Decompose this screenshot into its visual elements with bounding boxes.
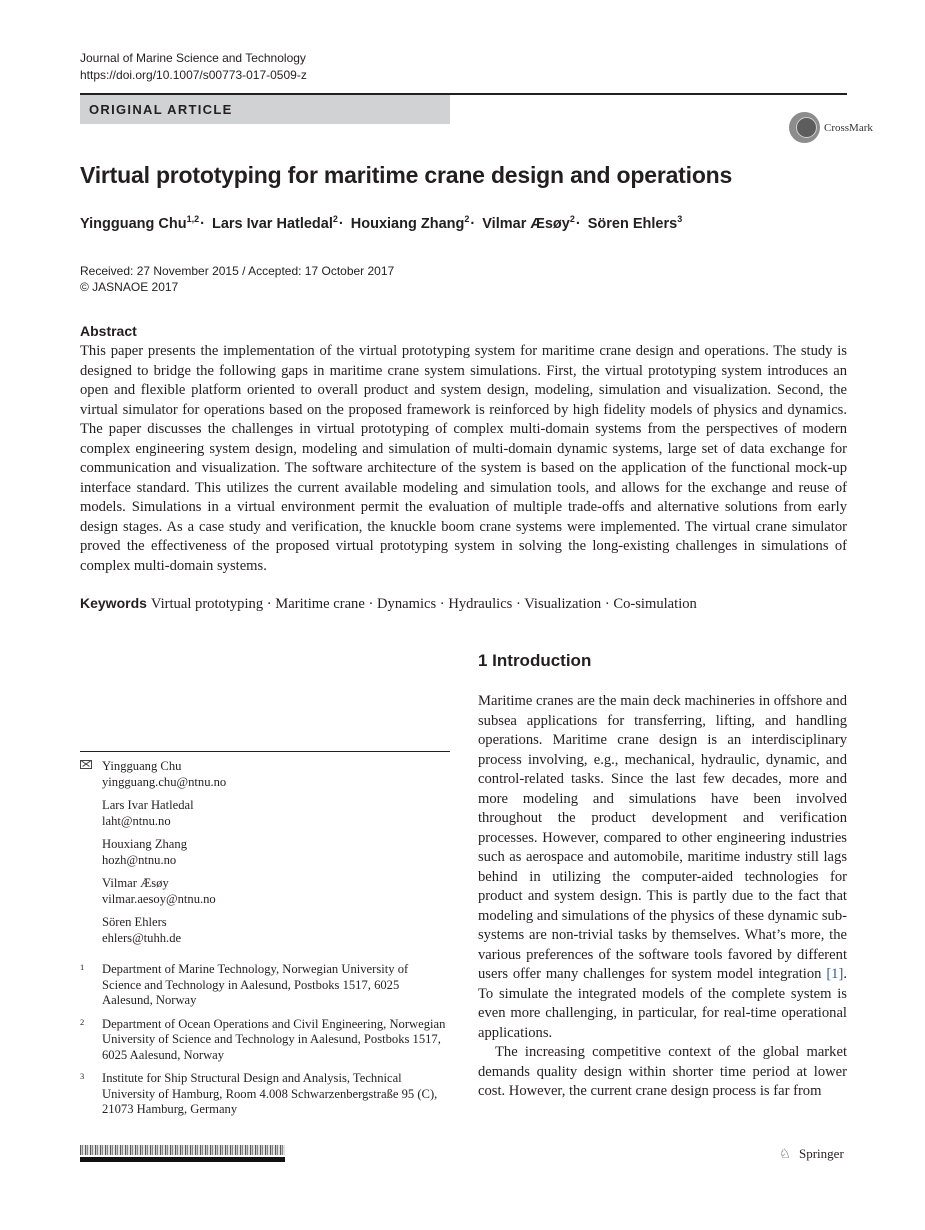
author-affiliation-ref: 2 (464, 214, 470, 224)
contact-item (80, 758, 450, 790)
crossmark-label: CrossMark (824, 122, 873, 134)
contact-item (80, 797, 450, 829)
author-name[interactable]: Yingguang Chu (80, 215, 187, 232)
contact-email[interactable]: ehlers@tuhh.de (102, 931, 182, 945)
author-name[interactable]: Sören Ehlers (587, 215, 678, 232)
journal-name: Journal of Marine Science and Technology (80, 51, 306, 65)
keywords-list: Virtual prototyping · Maritime crane · Dynamics · Hydraulics · Visualization · Co-simulation (150, 596, 697, 612)
author-affiliation-ref: 3 (677, 214, 683, 224)
crossmark-badge[interactable] (787, 112, 873, 148)
author-list: Yingguang Chu$^{1,2}$· Lars Ivar Hatledal$^2$· Houxiang Zhang$^2$· Vilmar Æsøy$^2$· Sören Ehlers$^3$ (80, 214, 683, 232)
affiliation-number: 2 (80, 1016, 85, 1027)
contact-item (80, 836, 450, 868)
contact-email[interactable]: vilmar.aesoy@ntnu.no (102, 892, 216, 906)
affiliation-number: 1 (80, 962, 85, 972)
affiliation-number: 3 (80, 1071, 85, 1081)
contact-name: Vilmar Æsøy (102, 876, 169, 890)
contact-name: Lars Ivar Hatledal (102, 798, 194, 812)
author-name[interactable]: Vilmar Æsøy (482, 215, 570, 232)
author-affiliation-ref: 2 (569, 214, 575, 224)
paragraph-text: . To simulate the integrated models of the complete system is even more challenging, in particular, for real-time operational applications. (478, 966, 847, 1041)
paragraph-text: Maritime cranes are the main deck machineries in offshore and subsea applications for transferring, lifting, and handling operations. Maritime crane design is an interdisciplinary process involving, e.g., mechanical, hydraulic, dynamic, and control-related tasks. Since the last few decades, more and more modeling and simulations have been involved throughout the product development and verification processes. However, compared to other engineering industries such as aerospace and automobile, maritime industry still lags behind in utilizing the computer-aided technologies for product and system design. This is partly due to the fact that modeling and simulations of the physics of these dynamic sub-systems are non-trivial tasks by themselves. What’s more, the various preferences of the software tools favored by different users offer many challenges for system model integration (478, 693, 847, 982)
author-affiliation-ref: 2 (332, 214, 338, 224)
envelope-icon (80, 760, 92, 769)
publisher-name: Springer (799, 1146, 844, 1161)
springer-horse-icon: ♘ (779, 1146, 791, 1161)
author-affiliation-ref: 1,2 (186, 214, 200, 224)
affiliation-item (80, 1071, 450, 1118)
abstract-heading: Abstract (80, 323, 137, 339)
publisher-logo (779, 1145, 849, 1163)
affiliation-text: Institute for Ship Structural Design and Analysis, Technical University of Hamburg, Room 4.008 Schwarzenbergstraße 95 (C), 21073 Hamburg, Germany (102, 1071, 438, 1116)
article-type-label: ORIGINAL ARTICLE (89, 102, 233, 117)
keywords-label: Keywords (80, 595, 147, 611)
author-name[interactable]: Houxiang Zhang (350, 215, 465, 232)
article-title: Virtual prototyping for maritime crane design and operations (80, 162, 733, 188)
contact-name: Yingguang Chu (102, 759, 182, 773)
keywords-row (80, 595, 847, 613)
crossmark-icon (789, 112, 820, 143)
paragraph: The increasing competitive context of the global market demands quality design within shorter time period at lower cost. However, the current crane design process is far from (478, 1044, 847, 1099)
footnote-rule (80, 751, 450, 752)
author-name[interactable]: Lars Ivar Hatledal (211, 215, 333, 232)
citation-link[interactable]: [1] (826, 966, 844, 982)
contact-name: Houxiang Zhang (102, 837, 187, 851)
doi-link[interactable]: https://doi.org/10.1007/s00773-017-0509-z (80, 68, 307, 82)
contact-item (80, 914, 450, 946)
affiliation-item (80, 962, 450, 1009)
affiliation-text: Department of Ocean Operations and Civil Engineering, Norwegian University of Science and Technology in Aalesund, Postboks 1517, 6025 Aalesund, Norway (102, 1016, 446, 1062)
affiliation-text: Department of Marine Technology, Norwegian University of Science and Technology in Aalesund, Postboks 1517, 6025 Aalesund, Norway (102, 962, 409, 1007)
contact-name: Sören Ehlers (102, 915, 167, 929)
section-heading-introduction: 1 Introduction (478, 651, 592, 670)
copyright: © JASNAOE 2017 (80, 280, 179, 294)
abstract-text: This paper presents the implementation of the virtual prototyping system for maritime crane design and operations. The study is designed to bridge the following gaps in maritime crane system simulations. First, the virtual prototyping system introduces an open and flexible platform oriented to overall product and system design, modeling, simulation and visualization. Second, the virtual simulator for operations based on the proposed framework is reinforced by high fidelity models of physics and dynamics. The paper discusses the challenges in virtual prototyping of complex multi-domain systems from the perspectives of modern complex engineering system design, modeling and simulation of multi-domain dynamic systems, large set of data exchange for communication and visualization. The software architecture of the system is based on the application of the functional mock-up interface standard. This utilizes the current available modeling and simulation tools, and allows for the exchange and reuse of models. Simulations in a virtual environment permit the evaluation of multiple trade-offs and alternative solutions from early design stages. As a case study and verification, the knuckle boom crane systems were implemented. The virtual crane simulator proved the effectiveness of the proposed virtual prototyping system in solving the long-existing challenges in simulations of complex multi-domain systems. (80, 343, 847, 574)
article-type-banner (80, 95, 450, 124)
introduction-body (478, 692, 847, 1102)
received-dates: Received: 27 November 2015 / Accepted: 17 October 2017 (80, 264, 395, 278)
affiliations (80, 962, 450, 1126)
footer-barcode (80, 1145, 285, 1163)
author-contacts (80, 758, 450, 953)
contact-email[interactable]: yingguang.chu@ntnu.no (102, 775, 227, 789)
contact-email[interactable]: laht@ntnu.no (102, 814, 171, 828)
contact-item (80, 875, 450, 907)
paragraph (478, 692, 847, 1043)
contact-email[interactable]: hozh@ntnu.no (102, 853, 177, 867)
affiliation-item (80, 1017, 450, 1064)
